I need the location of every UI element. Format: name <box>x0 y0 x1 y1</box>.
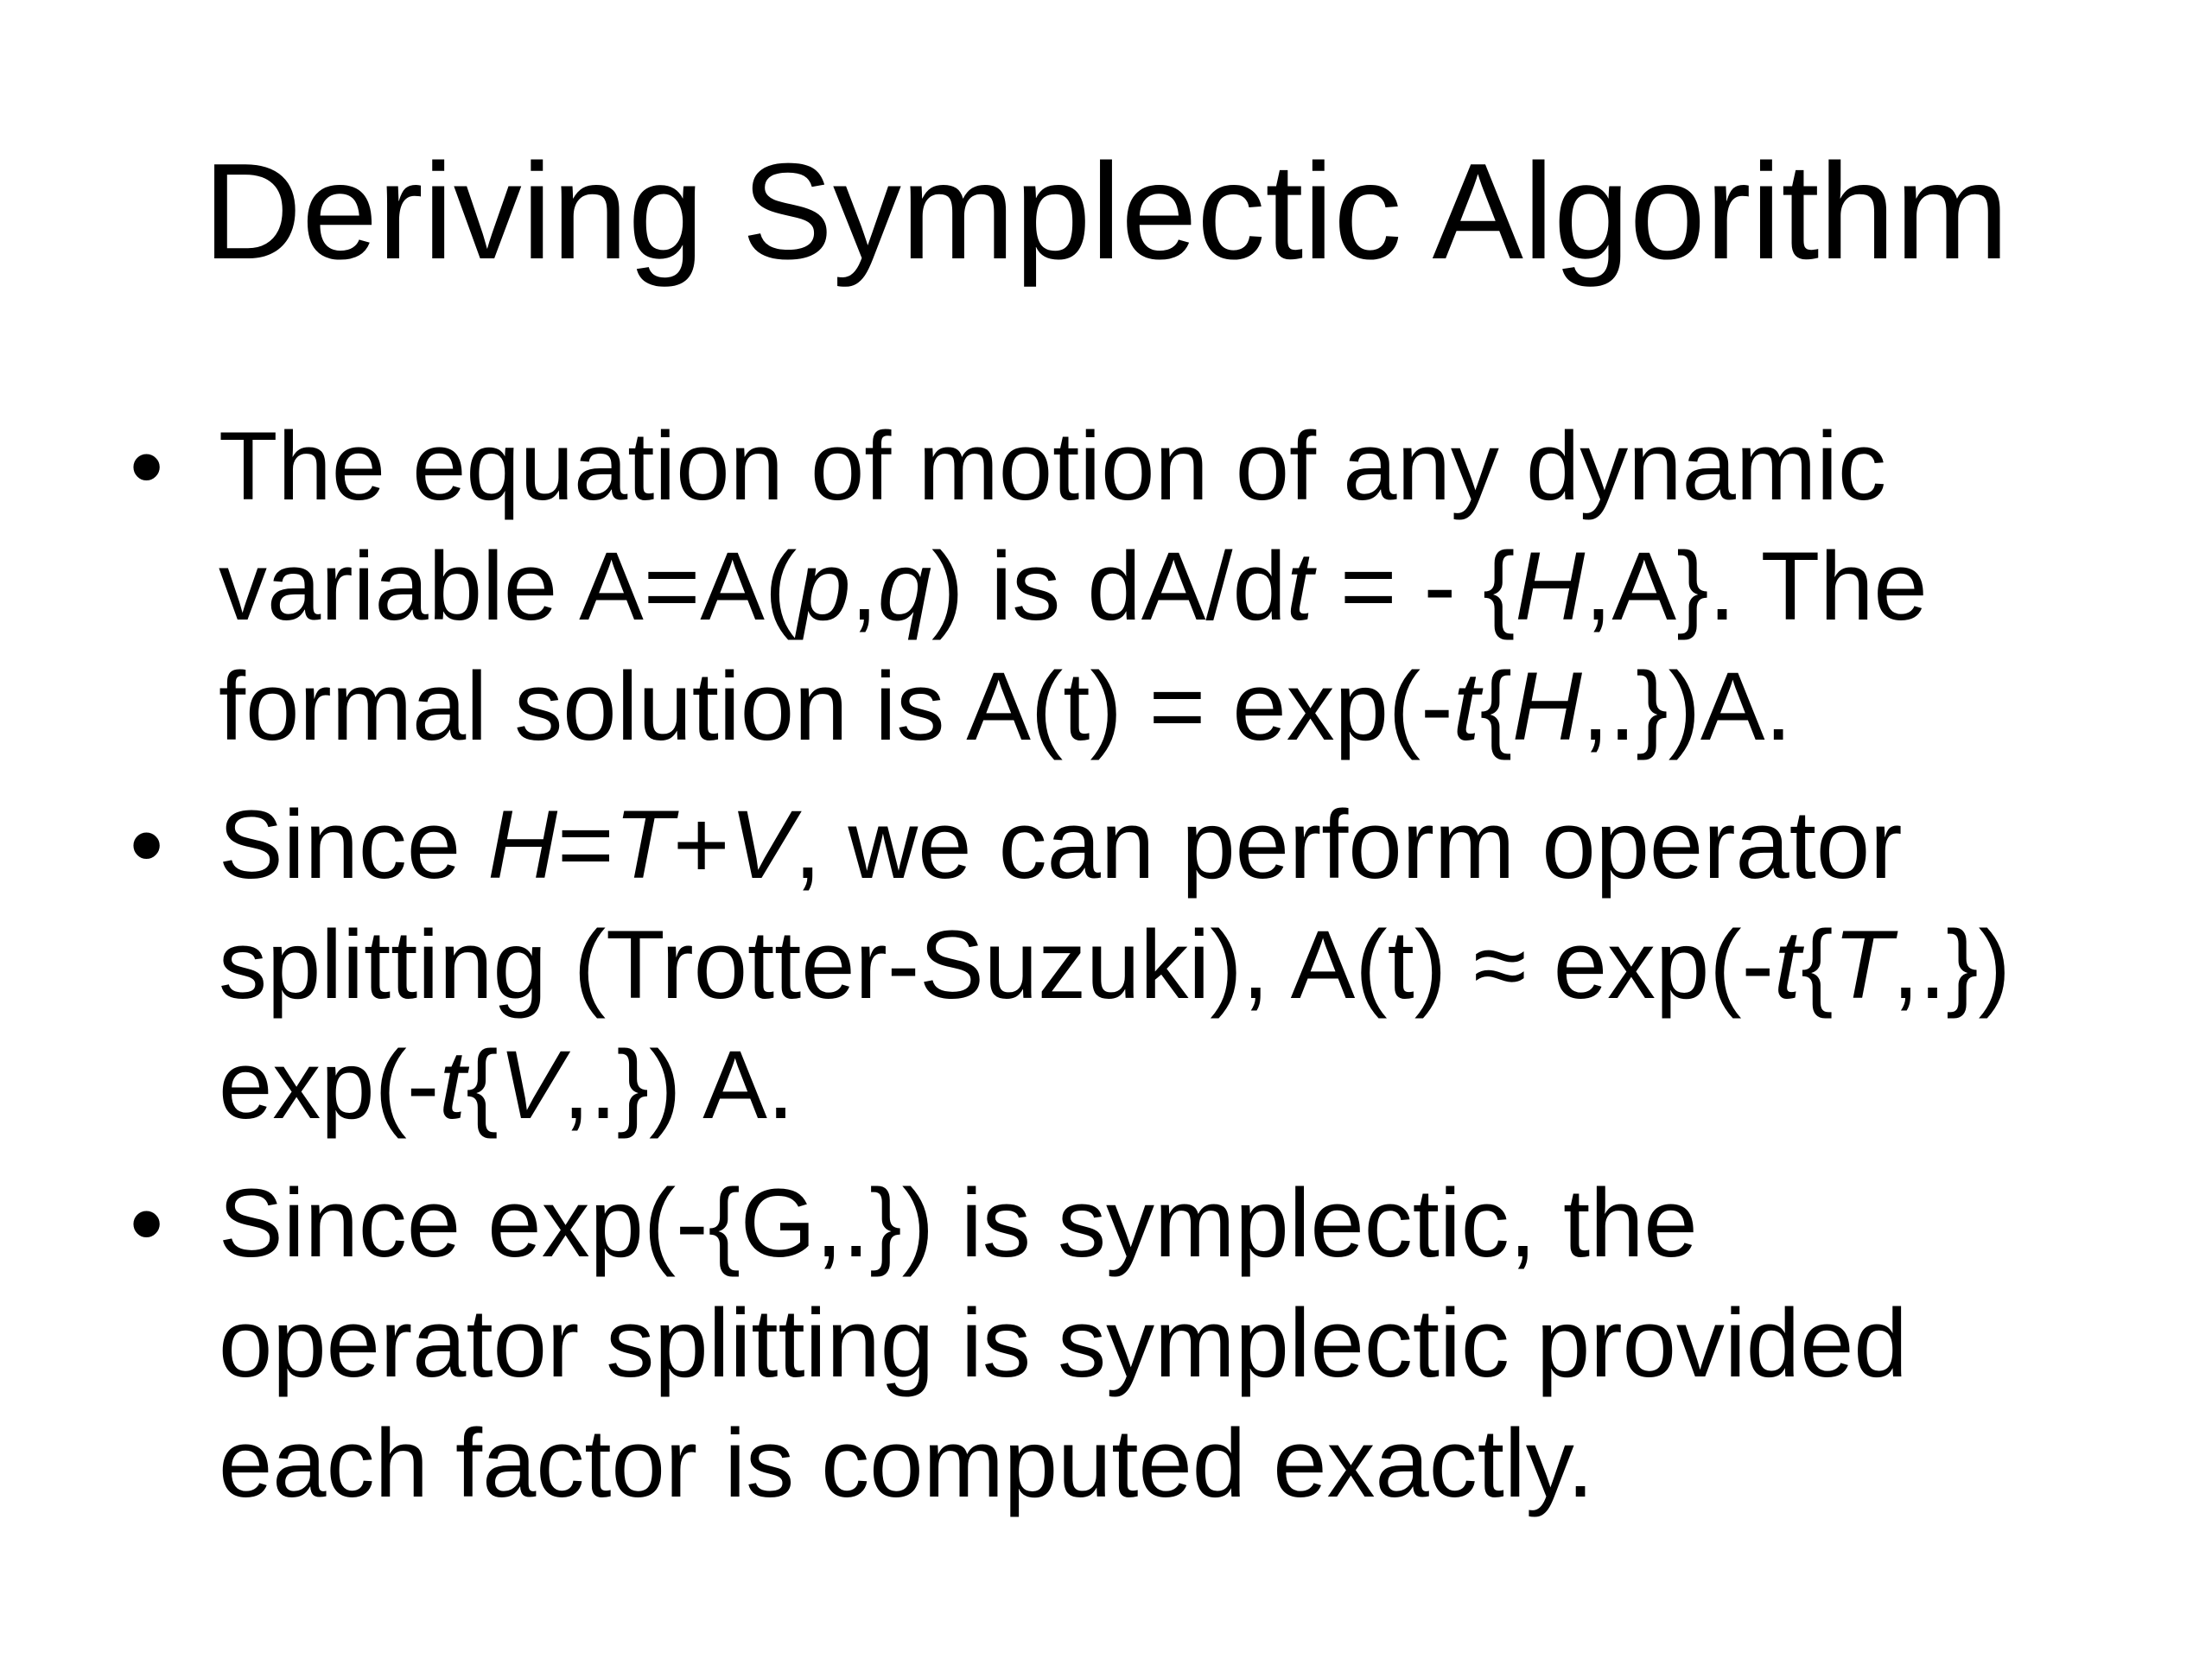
bullet-line <box>219 785 2152 905</box>
text-segment: formal solution is A(t) = exp(- <box>219 652 1453 760</box>
text-segment: splitting (Trotter-Suzuki), A(t) ≈ exp(- <box>219 911 1774 1019</box>
text-segment: , <box>850 532 878 640</box>
text-segment: , we can perform operator <box>794 791 1903 899</box>
bullet-line <box>219 1283 2152 1403</box>
text-segment: Since exp(-{G,.}) is symplectic, the <box>219 1169 1698 1277</box>
math-variable: H <box>487 791 558 899</box>
bullet-marker: • <box>130 412 164 520</box>
math-variable: t <box>1452 652 1480 760</box>
bullet-line <box>219 905 2152 1025</box>
text-segment: { <box>1801 911 1834 1019</box>
math-variable: V <box>498 1031 563 1139</box>
text-segment: ,.})A. <box>1581 652 1792 760</box>
text-segment: operator splitting is symplectic provided <box>219 1289 1908 1397</box>
text-segment: { <box>1479 652 1513 760</box>
text-segment: ,A}. The <box>1585 532 1928 640</box>
math-variable: T <box>1833 911 1892 1019</box>
slide-title: Deriving Symplectic Algorithm <box>203 136 2009 288</box>
text-segment: each factor is computed exactly. <box>219 1409 1594 1517</box>
bullet-line <box>219 1403 2152 1523</box>
math-variable: q <box>877 532 931 640</box>
math-variable: t <box>439 1031 467 1139</box>
text-segment: exp(- <box>219 1031 440 1139</box>
bullet-item <box>130 785 2152 1145</box>
text-segment: ,.}) <box>1891 911 2011 1019</box>
text-segment: { <box>466 1031 499 1139</box>
bullet-line <box>219 1163 2152 1283</box>
bullet-line <box>219 1025 2152 1145</box>
text-segment: ) is dA/d <box>931 532 1287 640</box>
bullet-line <box>219 406 2152 526</box>
math-variable: H <box>1512 652 1582 760</box>
bullet-item <box>130 406 2152 766</box>
text-segment: ,.}) A. <box>563 1031 795 1139</box>
bullet-line <box>219 646 2152 766</box>
bullet-marker: • <box>130 791 164 899</box>
text-segment: variable A=A( <box>219 532 798 640</box>
math-variable: t <box>1773 911 1802 1019</box>
text-segment: Since <box>219 791 488 899</box>
bullet-list <box>130 406 2152 1541</box>
math-variable: V <box>729 791 795 899</box>
math-variable: t <box>1286 532 1313 640</box>
text-segment: The equation of motion of any dynamic <box>219 412 1887 520</box>
bullet-marker: • <box>130 1169 164 1277</box>
math-variable: H <box>1515 532 1586 640</box>
text-segment: = - { <box>1313 532 1516 640</box>
text-segment: + <box>673 791 730 899</box>
text-segment: = <box>557 791 614 899</box>
bullet-line <box>219 526 2152 646</box>
math-variable: T <box>613 791 673 899</box>
math-variable: p <box>797 532 851 640</box>
bullet-item <box>130 1163 2152 1523</box>
